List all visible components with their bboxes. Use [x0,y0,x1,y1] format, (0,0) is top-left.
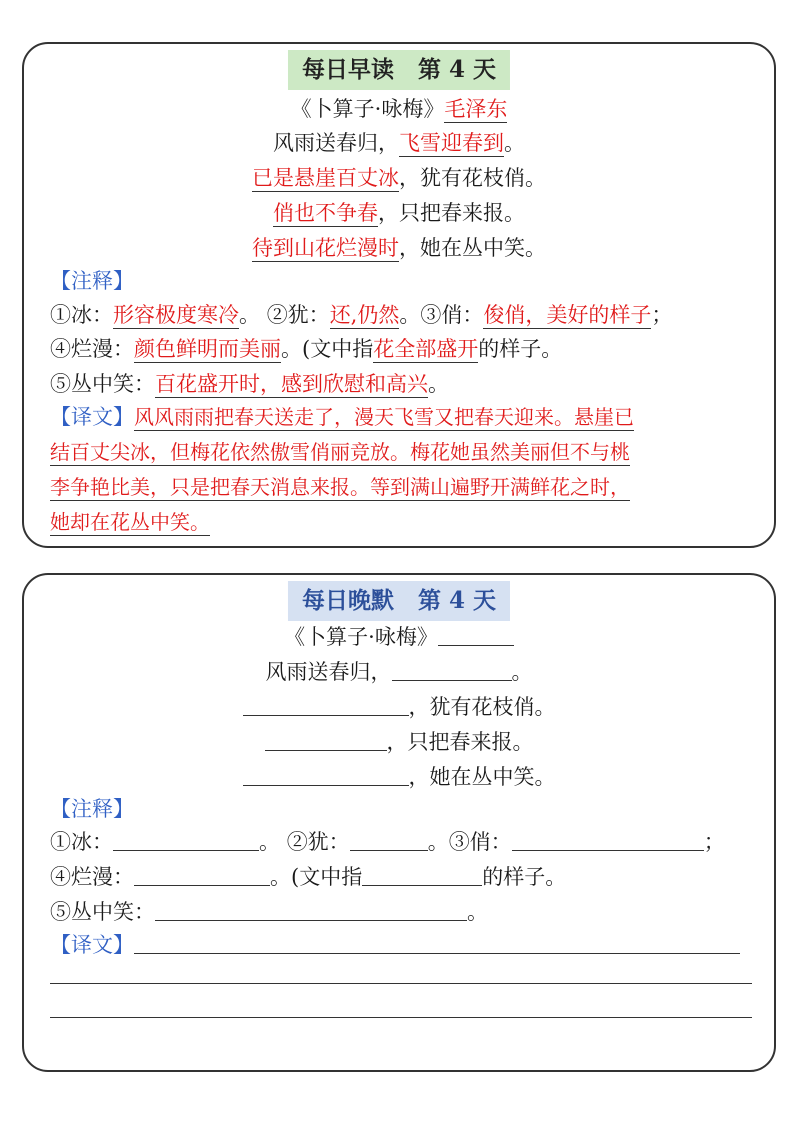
blank-note-bing[interactable] [113,828,259,851]
morning-title [288,50,510,90]
blank-note-qiao[interactable] [512,828,704,851]
evening-title-right: 第 4 天 [417,587,497,614]
notes-row-3: ⑤丛中笑：百花盛开时，感到欣慰和高兴。 [50,372,449,396]
evening-title [288,581,510,621]
dict-translation-line-1 [50,930,740,960]
dict-poem-title: 《卜算子·咏梅》 [284,625,438,649]
dict-poem-line-1: 风雨送春归， 。 [265,660,533,684]
blank-translation-3[interactable] [50,1017,752,1018]
dict-poem-line-4: ，她在丛中笑。 [24,762,774,792]
note-answer-bing: 形容极度寒冷 [113,303,239,327]
note-answer-lanman: 颜色鲜明而美丽 [134,337,281,361]
blank-translation-1[interactable] [134,931,740,954]
morning-title-right: 第 4 天 [417,56,497,83]
blank-note-lanman-meaning[interactable] [362,863,482,886]
poem-answer-4: 待到山花烂漫时 [252,236,399,260]
note-answer-congzhongxiao: 百花盛开时，感到欣慰和高兴 [155,372,428,396]
notes-label: 【注释】 [50,269,134,293]
dict-notes-row-2: ④烂漫： 。(文中指 的样子。 [50,865,567,889]
dict-notes-row-3: ⑤丛中笑： 。 [50,900,488,924]
blank-note-you[interactable] [350,828,428,851]
poem-line-4: 待到山花烂漫时，她在丛中笑。 [252,236,546,260]
blank-poem-2[interactable] [243,693,409,716]
evening-dictation-card [22,573,776,1072]
dict-notes-label: 【注释】 [50,797,134,821]
blank-note-lanman[interactable] [134,863,270,886]
translation-line-4: 她却在花丛中笑。 [50,510,210,534]
poem-author: 毛泽东 [444,97,508,121]
poem-answer-1: 飞雪迎春到 [399,131,504,155]
poem-answer-3: 俏也不争春 [273,201,378,225]
poem-line-1: 风雨送春归，飞雪迎春到。 [273,131,525,155]
poem-answer-2: 已是悬崖百丈冰 [252,166,399,190]
blank-poem-1[interactable] [392,658,512,681]
dict-poem-title-line [24,622,774,652]
translation-label: 【译文】 [50,405,134,429]
blank-note-congzhongxiao[interactable] [155,898,467,921]
note-answer-lanman-meaning: 花全部盛开 [373,337,479,361]
notes-row-1: ①冰：形容极度寒冷。 ②犹：还,仍然。③俏：俊俏，美好的样子； [50,303,673,327]
evening-title-left: 每日晚默 [301,587,394,614]
poem-line-2: 已是悬崖百丈冰，犹有花枝俏。 [252,166,546,190]
blank-poem-3[interactable] [265,728,387,751]
translation-line-2: 结百丈尖冰，但梅花依然傲雪俏丽竞放。梅花她虽然美丽但不与桃 [50,440,630,464]
dict-poem-line-2: ，犹有花枝俏。 [24,692,774,722]
blank-translation-2[interactable] [50,983,752,984]
note-answer-qiao: 俊俏，美好的样子 [483,303,652,327]
morning-reading-card [22,42,776,548]
translation-line-3: 李争艳比美，只是把春天消息来报。等到满山遍野开满鲜花之时， [50,475,630,499]
morning-title-left: 每日早读 [301,56,394,83]
poem-title-line [24,94,774,124]
blank-poem-4[interactable] [243,763,409,786]
translation-line-1: 【译文】风风雨雨把春天送走了，漫天飞雪又把春天迎来。悬崖已 [50,405,634,429]
poem-line-3: 俏也不争春，只把春来报。 [273,201,525,225]
notes-row-2: ④烂漫：颜色鲜明而美丽。(文中指花全部盛开的样子。 [50,337,563,361]
dict-poem-line-3: ，只把春来报。 [24,727,774,757]
poem-title: 《卜算子·咏梅》 [290,97,445,121]
note-answer-you: 还,仍然 [329,303,400,327]
dict-notes-row-1: ①冰： 。 ②犹： 。③俏： ； [50,830,725,854]
dict-translation-label: 【译文】 [50,933,134,957]
blank-author[interactable] [438,623,514,646]
